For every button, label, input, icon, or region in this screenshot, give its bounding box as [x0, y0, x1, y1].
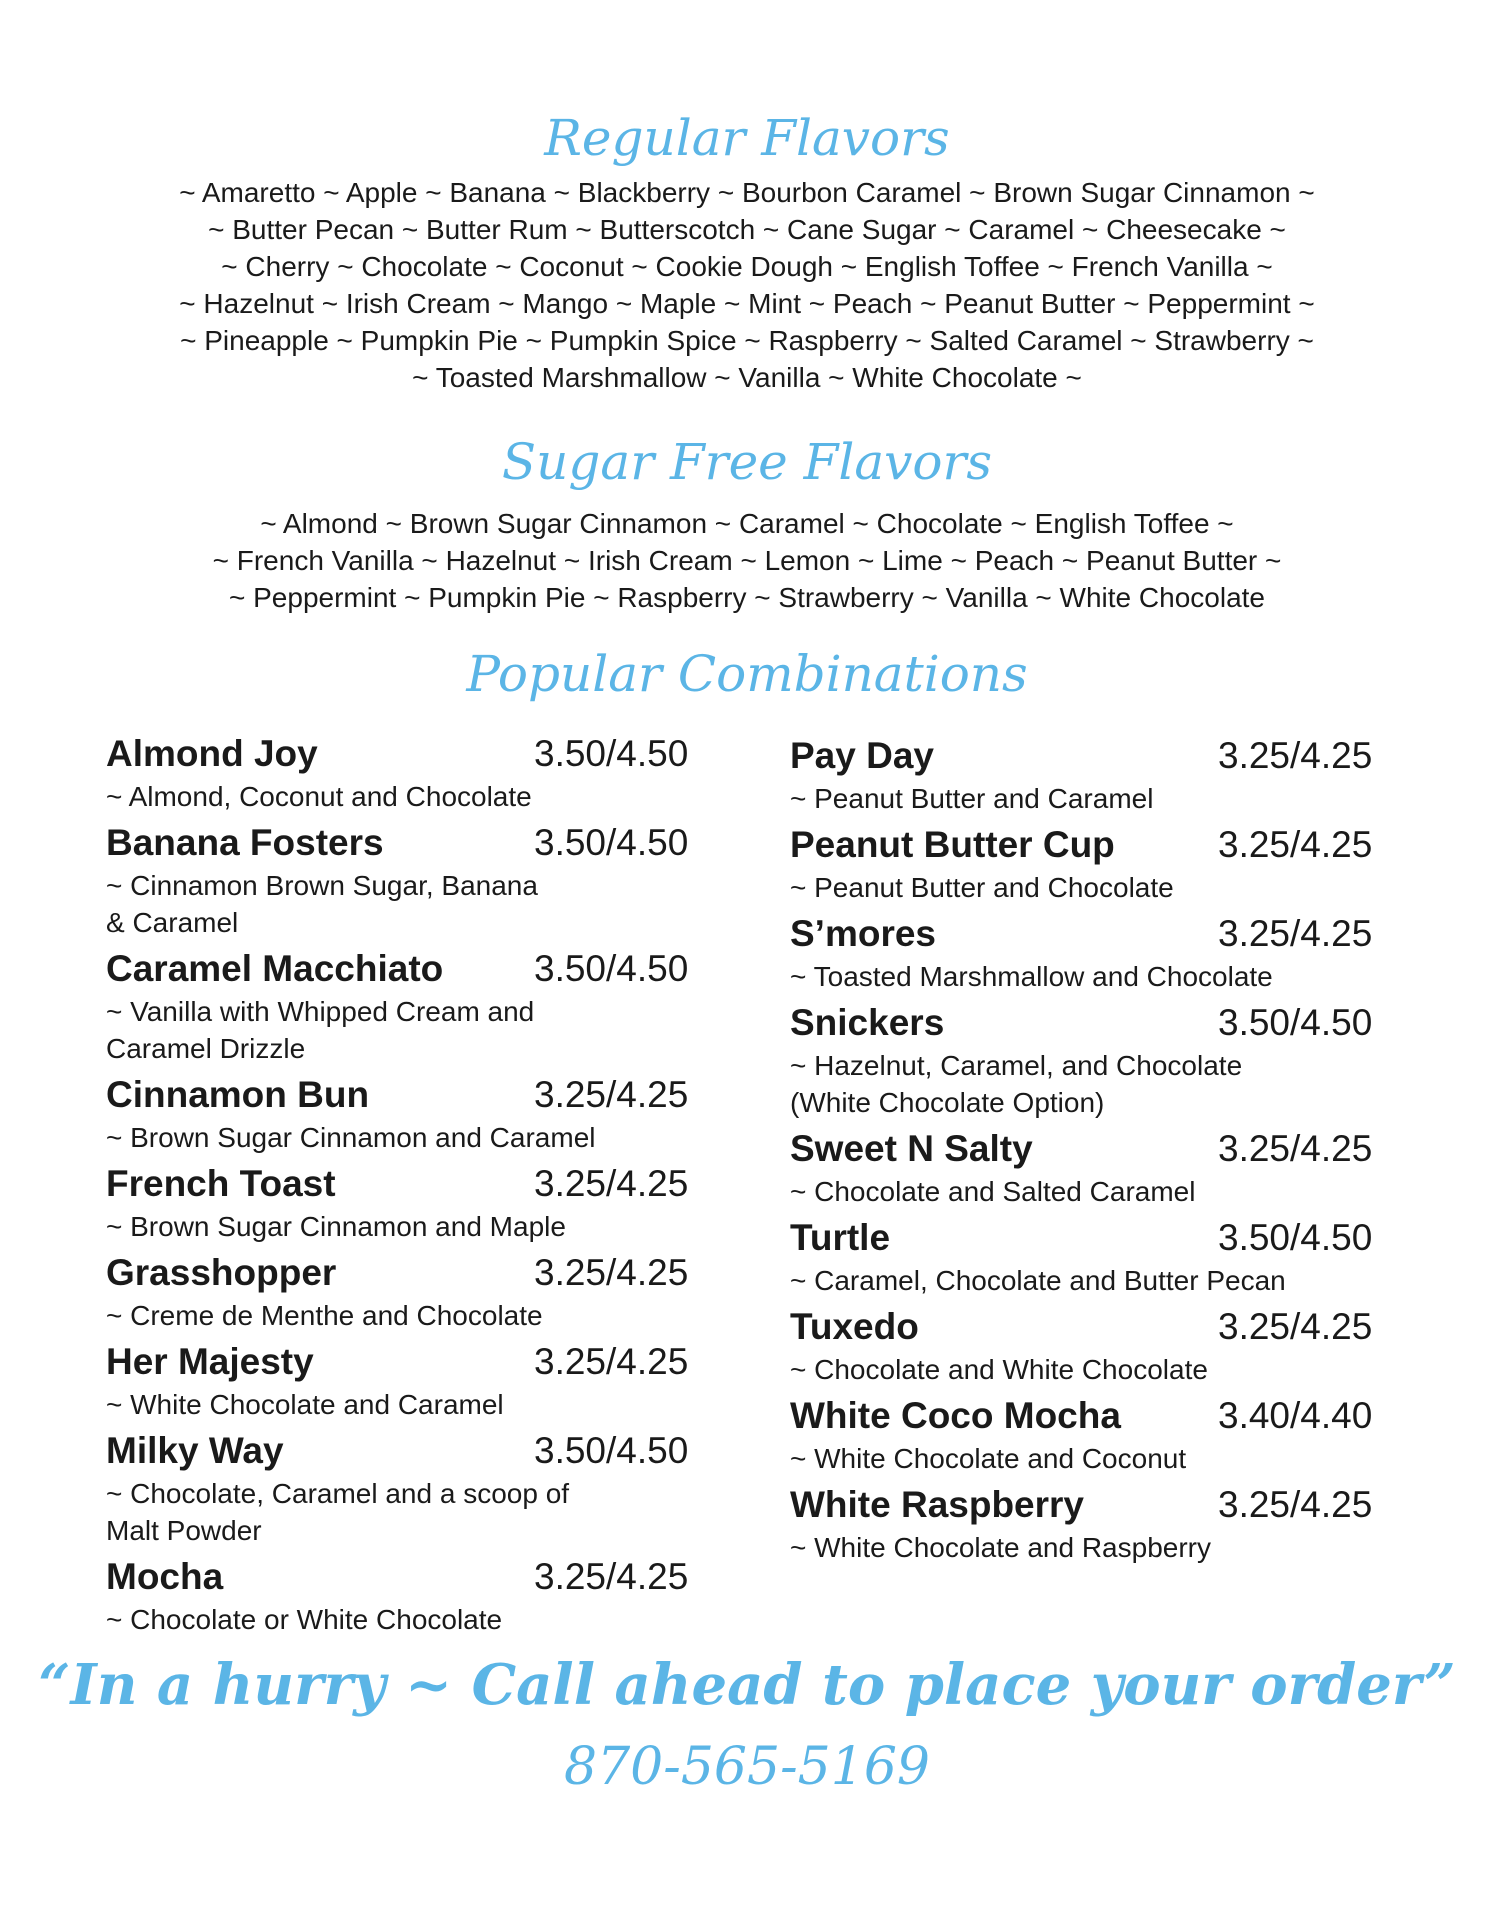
combo-description: (White Chocolate Option): [790, 1087, 1105, 1118]
combo-header: [790, 821, 1390, 869]
combo-price: 3.25/4.25: [534, 1163, 689, 1204]
combo-item: [790, 999, 1390, 1121]
combo-header: [790, 1303, 1390, 1351]
combo-name: Snickers: [790, 1002, 945, 1043]
combo-name: S’mores: [790, 913, 937, 954]
combo-price: 3.25/4.25: [1218, 824, 1373, 865]
combo-name: Grasshopper: [106, 1252, 337, 1293]
flavor-line: ~ Amaretto ~ Apple ~ Banana ~ Blackberry ~ Bourbon Caramel ~ Brown Sugar Cinnamon ~: [179, 177, 1315, 208]
combo-item: [106, 945, 706, 1067]
flavor-line: ~ Hazelnut ~ Irish Cream ~ Mango ~ Maple ~ Mint ~ Peach ~ Peanut Butter ~ Peppermint ~: [179, 288, 1315, 319]
combo-name: Milky Way: [106, 1430, 284, 1471]
combo-item: [790, 732, 1390, 817]
phone-number: 870-565-5169: [564, 1737, 930, 1797]
combo-description: ~ Creme de Menthe and Chocolate: [106, 1300, 543, 1331]
combo-item: [790, 1125, 1390, 1210]
combo-item: [790, 1303, 1390, 1388]
combo-header: [106, 1160, 706, 1208]
combo-price: 3.50/4.50: [534, 822, 689, 863]
call-ahead-tagline: “In a hurry ~ Call ahead to place your order”: [38, 1652, 1456, 1718]
combo-description: ~ Caramel, Chocolate and Butter Pecan: [790, 1265, 1286, 1296]
flavor-line: ~ Toasted Marshmallow ~ Vanilla ~ White Chocolate ~: [412, 362, 1082, 393]
combo-header: [790, 999, 1390, 1047]
combo-price: 3.50/4.50: [534, 1430, 689, 1471]
combo-header: [106, 730, 706, 778]
combo-description: ~ Chocolate, Caramel and a scoop of: [106, 1478, 570, 1509]
combo-name: Banana Fosters: [106, 822, 384, 863]
combo-header: [790, 1392, 1390, 1440]
combo-header: [106, 819, 706, 867]
combo-price: 3.40/4.40: [1218, 1395, 1373, 1436]
combo-item: [790, 1214, 1390, 1299]
combo-price: 3.25/4.25: [534, 1556, 689, 1597]
flavor-line: ~ French Vanilla ~ Hazelnut ~ Irish Cream ~ Lemon ~ Lime ~ Peach ~ Peanut Butter ~: [212, 545, 1282, 576]
combo-header: [106, 1553, 706, 1601]
combo-price: 3.25/4.25: [534, 1252, 689, 1293]
combo-price: 3.50/4.50: [1218, 1002, 1373, 1043]
combo-description: & Caramel: [106, 907, 239, 938]
combo-header: [106, 1338, 706, 1386]
combo-name: White Raspberry: [790, 1484, 1085, 1525]
combo-price: 3.50/4.50: [1218, 1217, 1373, 1258]
combo-name: Tuxedo: [790, 1306, 919, 1347]
combo-name: Pay Day: [790, 735, 934, 776]
combo-description: ~ Toasted Marshmallow and Chocolate: [790, 961, 1273, 992]
combo-description: ~ White Chocolate and Caramel: [106, 1389, 504, 1420]
combo-header: [790, 1481, 1390, 1529]
combo-price: 3.25/4.25: [1218, 1484, 1373, 1525]
combo-item: [790, 910, 1390, 995]
combo-description: ~ Chocolate and White Chocolate: [790, 1354, 1208, 1385]
combo-header: [790, 910, 1390, 958]
combo-description: Caramel Drizzle: [106, 1033, 306, 1064]
combo-name: French Toast: [106, 1163, 336, 1204]
combo-description: ~ Vanilla with Whipped Cream and: [106, 996, 535, 1027]
combo-item: [790, 1392, 1390, 1477]
combo-price: 3.50/4.50: [534, 733, 689, 774]
combo-description: ~ Chocolate or White Chocolate: [106, 1604, 503, 1635]
combo-name: Sweet N Salty: [790, 1128, 1033, 1169]
combo-name: Cinnamon Bun: [106, 1074, 370, 1115]
combo-item: [106, 1553, 706, 1638]
combo-description: ~ White Chocolate and Raspberry: [790, 1532, 1211, 1563]
combo-description: ~ Peanut Butter and Chocolate: [790, 872, 1174, 903]
combo-item: [106, 1071, 706, 1156]
combo-header: [106, 1071, 706, 1119]
flavor-line: ~ Pineapple ~ Pumpkin Pie ~ Pumpkin Spice ~ Raspberry ~ Salted Caramel ~ Strawberry ~: [180, 325, 1314, 356]
combo-name: Her Majesty: [106, 1341, 314, 1382]
combo-description: ~ Chocolate and Salted Caramel: [790, 1176, 1196, 1207]
combo-price: 3.25/4.25: [1218, 735, 1373, 776]
combo-item: [790, 1481, 1390, 1566]
combo-item: [106, 1249, 706, 1334]
combo-item: [106, 730, 706, 815]
combo-description: ~ White Chocolate and Coconut: [790, 1443, 1187, 1474]
popular-combinations-title: Popular Combinations: [466, 645, 1028, 703]
combo-description: ~ Hazelnut, Caramel, and Chocolate: [790, 1050, 1243, 1081]
flavor-line: ~ Cherry ~ Chocolate ~ Coconut ~ Cookie Dough ~ English Toffee ~ French Vanilla ~: [221, 251, 1273, 282]
combo-name: Turtle: [790, 1217, 891, 1258]
flavor-line: ~ Peppermint ~ Pumpkin Pie ~ Raspberry ~ Strawberry ~ Vanilla ~ White Chocolate: [229, 582, 1265, 613]
combo-item: [106, 819, 706, 941]
combo-header: [106, 945, 706, 993]
regular-flavors-list: [0, 174, 1494, 396]
combo-name: Peanut Butter Cup: [790, 824, 1115, 865]
combo-price: 3.25/4.25: [1218, 1306, 1373, 1347]
flavor-line: ~ Butter Pecan ~ Butter Rum ~ Butterscotch ~ Cane Sugar ~ Caramel ~ Cheesecake ~: [208, 214, 1286, 245]
combo-name: Mocha: [106, 1556, 224, 1597]
combo-price: 3.25/4.25: [1218, 1128, 1373, 1169]
combo-price: 3.50/4.50: [534, 948, 689, 989]
combo-description: ~ Cinnamon Brown Sugar, Banana: [106, 870, 538, 901]
combo-header: [106, 1427, 706, 1475]
combo-price: 3.25/4.25: [534, 1341, 689, 1382]
combinations-right-column: [790, 732, 1390, 1570]
combo-item: [106, 1427, 706, 1549]
regular-flavors-title: Regular Flavors: [544, 109, 950, 167]
sugar-free-flavors-list: [0, 505, 1494, 616]
flavor-line: ~ Almond ~ Brown Sugar Cinnamon ~ Caramel ~ Chocolate ~ English Toffee ~: [260, 508, 1234, 539]
combo-description: ~ Brown Sugar Cinnamon and Maple: [106, 1211, 566, 1242]
combo-item: [790, 821, 1390, 906]
combo-description: ~ Brown Sugar Cinnamon and Caramel: [106, 1122, 596, 1153]
combo-description: ~ Peanut Butter and Caramel: [790, 783, 1154, 814]
combo-price: 3.25/4.25: [1218, 913, 1373, 954]
combinations-left-column: [106, 730, 706, 1642]
combo-name: White Coco Mocha: [790, 1395, 1121, 1436]
sugar-free-flavors-title: Sugar Free Flavors: [501, 433, 993, 491]
combo-header: [790, 732, 1390, 780]
combo-header: [790, 1214, 1390, 1262]
combo-description: ~ Almond, Coconut and Chocolate: [106, 781, 532, 812]
combo-item: [106, 1160, 706, 1245]
combo-name: Caramel Macchiato: [106, 948, 444, 989]
combo-description: Malt Powder: [106, 1515, 262, 1546]
combo-header: [790, 1125, 1390, 1173]
combo-name: Almond Joy: [106, 733, 318, 774]
combo-price: 3.25/4.25: [534, 1074, 689, 1115]
combo-header: [106, 1249, 706, 1297]
combo-item: [106, 1338, 706, 1423]
